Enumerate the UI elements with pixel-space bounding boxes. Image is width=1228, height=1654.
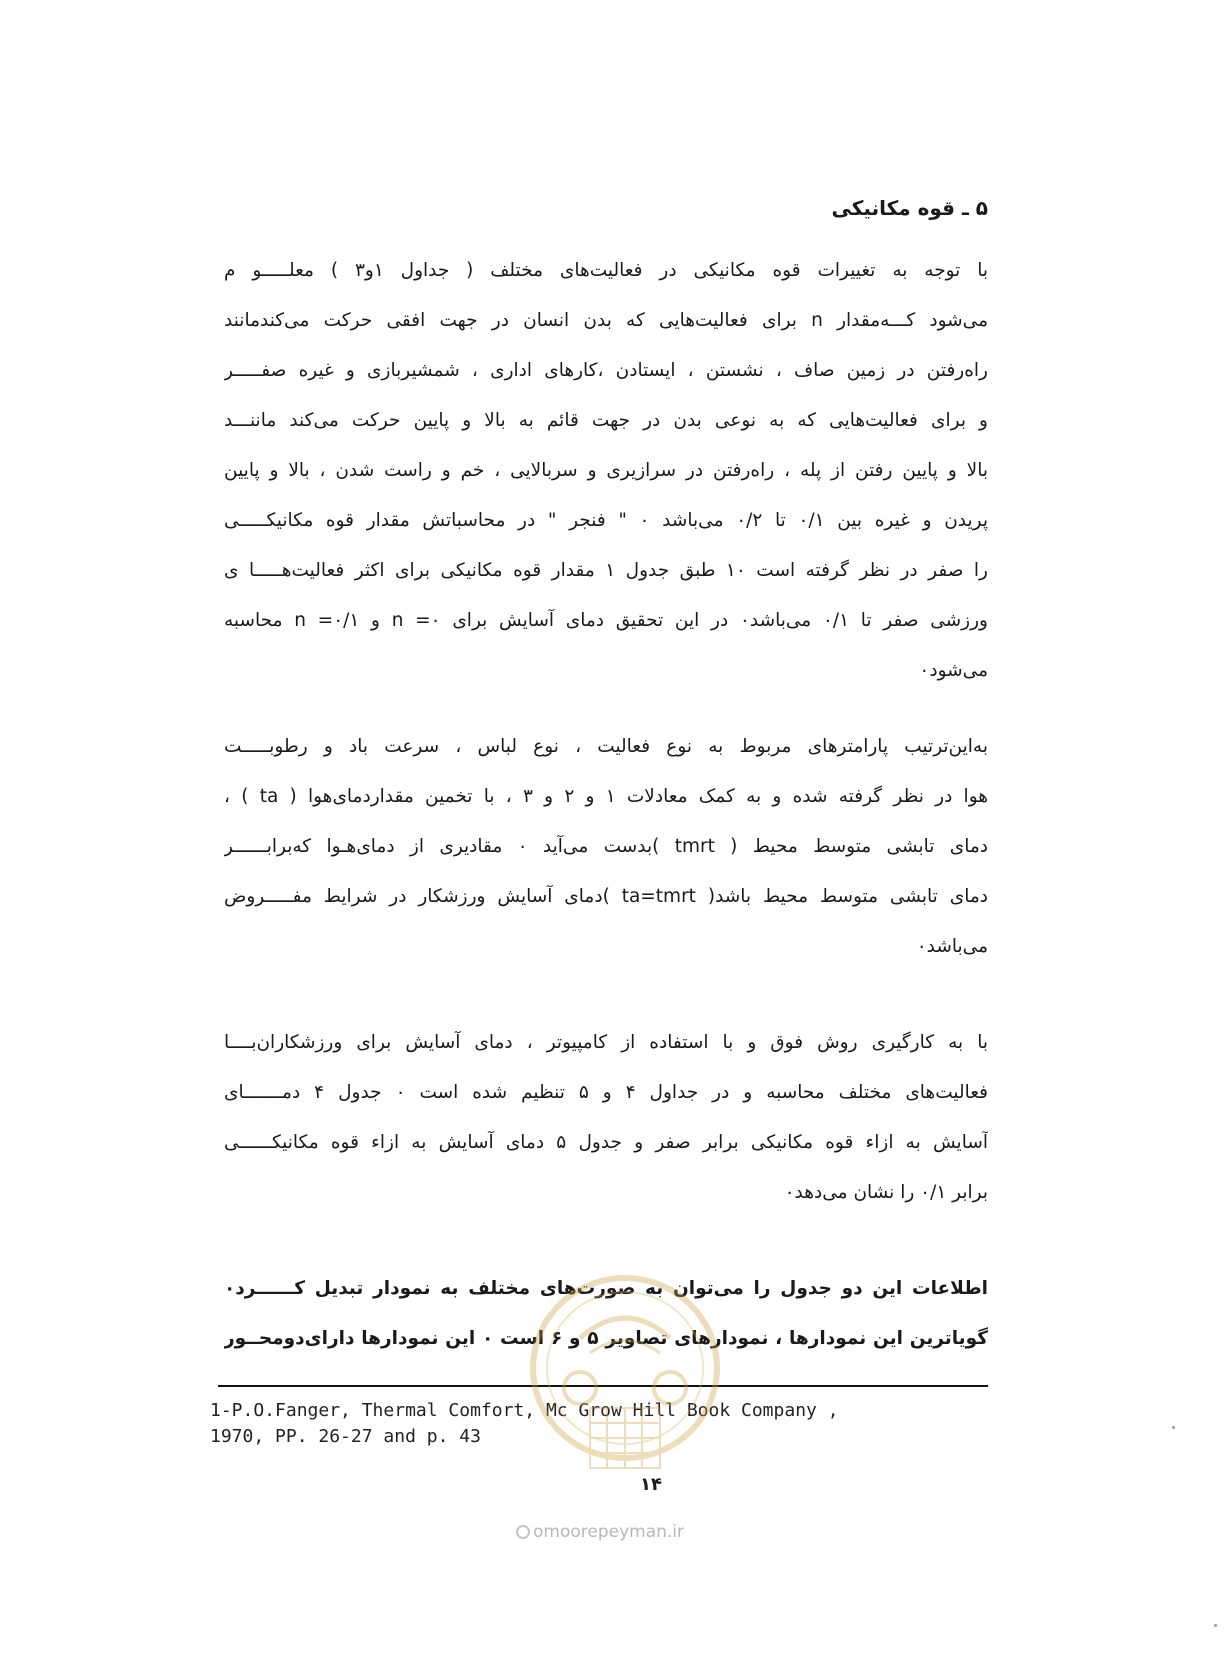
paragraph-line: می‌شود۰ (919, 660, 988, 681)
watermark-label: omoorepeyman.ir (533, 1522, 685, 1542)
paragraph-parameters (224, 722, 988, 972)
paragraph-line: بالا و پایین رفتن از پله ، راه‌رفتن در سرازیری و سربالایی ، خم و راست شدن ، بالا و پایین (224, 460, 988, 481)
paragraph-line: می‌شود کـــه‌مقدار n برای فعالیت‌هایی که بدن انسان در جهت افقی حرکت می‌کندمانند (224, 310, 988, 331)
paragraph-line: و برای فعالیت‌هایی که به نوعی بدن در جهت قائم به بالا و پایین حرکت می‌کند ماننـــد (224, 410, 988, 431)
paragraph-line: راه‌رفتن در زمین صاف ، نشستن ، ایستادن ،کارهای اداری ، شمشیربازی و غیره صفـــــر (224, 360, 988, 381)
paragraph-line: می‌باشد۰ (916, 936, 988, 957)
footnote (210, 1398, 839, 1450)
scan-speck (1172, 1426, 1175, 1429)
copyright-icon (516, 1525, 530, 1539)
paragraph-line: دمای تابشی متوسط محیط باشد( ta=tmrt )دمای آسایش ورزشکار در شرایط مفـــــروض (224, 886, 988, 907)
paragraph-mechanical-power (224, 246, 988, 696)
paragraph-line: دمای تابشی متوسط محیط ( tmrt )بدست می‌آید ۰ مقادیری از دمای‌هـوا که‌برابــــــر (224, 836, 988, 857)
paragraph-computation (224, 1018, 988, 1218)
footnote-line: 1-P.O.Fanger, Thermal Comfort, Mc Grow Hill Book Company , (210, 1400, 839, 1421)
paragraph-line: به‌این‌ترتیب پارامترهای مربوط به نوع فعالیت ، نوع لباس ، سرعت باد و رطوبـــــت (224, 736, 988, 757)
watermark (516, 1522, 684, 1542)
page-number: ۱۴ (640, 1474, 662, 1495)
paragraph-line: گویاترین این نمودارها ، نمودارهای تصاویر ۵ و ۶ است ۰ این نمودارها دارای‌دومحــور (224, 1328, 988, 1349)
paragraph-line: آسایش به ازاء قوه مکانیکی برابر صفر و جدول ۵ دمای آسایش به ازاء قوه مکانیکــــــی (224, 1132, 988, 1153)
paragraph-charts (224, 1264, 988, 1364)
paragraph-line: فعالیت‌های مختلف محاسبه و در جداول ۴ و ۵ تنظیم شده است ۰ جدول ۴ دمـــــــای (224, 1082, 988, 1103)
section-heading: ۵ ـ قوه مکانیکی (831, 196, 988, 220)
footnote-divider (218, 1385, 988, 1387)
paragraph-line: را صفر در نظر گرفته است ۱۰ طبق جدول ۱ مقدار قوه مکانیکی برای اکثر فعالیت‌هـــــا ی (224, 560, 988, 581)
paragraph-line: برابر ۰/۱ را نشان می‌دهد۰ (784, 1182, 988, 1203)
footnote-line: 1970, PP. 26-27 and p. 43 (210, 1426, 481, 1447)
paragraph-line: اطلاعات این دو جدول را می‌توان به صورت‌های مختلف به نمودار تبدیل کــــــرد۰ (224, 1278, 988, 1299)
paragraph-line: با توجه به تغییرات قوه مکانیکی در فعالیت‌های مختلف ( جداول ۱و۳ ) معلـــــو م (224, 260, 988, 281)
paragraph-line: هوا در نظر گرفته شده و به کمک معادلات ۱ و ۲ و ۳ ، با تخمین مقداردمای‌هوا ( ta ) ، (224, 786, 988, 807)
paragraph-line: ورزشی صفر تا ۰/۱ می‌باشد۰ در این تحقیق دمای آسایش برای ۰= n و ۰/۱= n محاسبه (224, 610, 988, 631)
paragraph-line: پریدن و غیره بین ۰/۱ تا ۰/۲ می‌باشد ۰ " فنجر " در محاسباتش مقدار قوه مکانیکـــــی (224, 510, 988, 531)
paragraph-line: با به کارگیری روش فوق و با استفاده از کامپیوتر ، دمای آسایش برای ورزشکاران‌بــــا (224, 1032, 988, 1053)
scan-speck (1214, 1624, 1217, 1627)
